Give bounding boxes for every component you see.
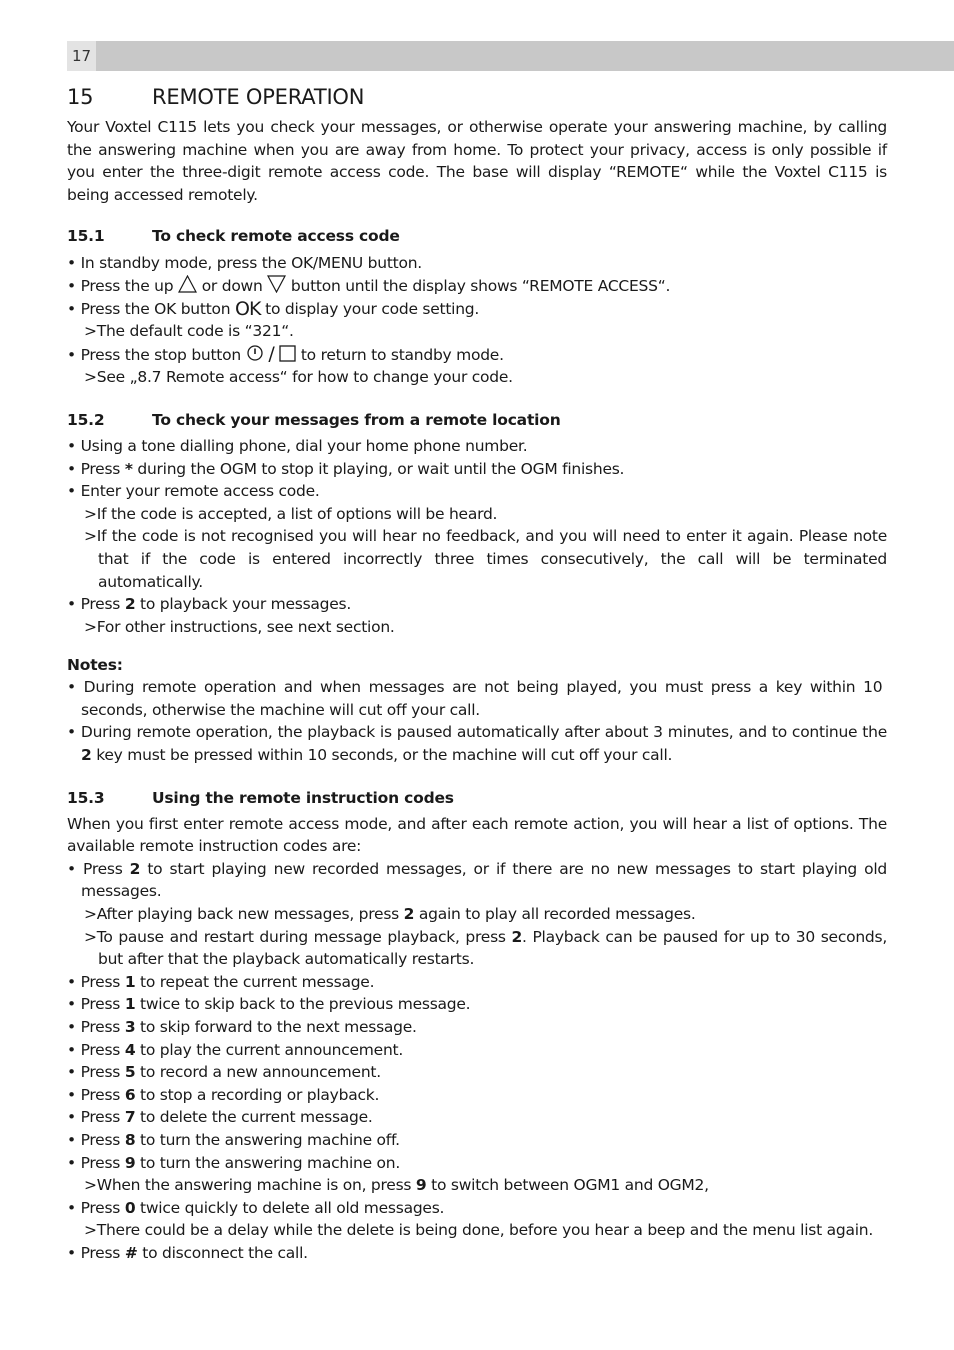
notes-title: Notes: xyxy=(67,656,123,675)
list-item: • Press 9 to turn the answering machine on. xyxy=(67,1153,401,1172)
list-item: • Press 6 to stop a recording or playback. xyxy=(67,1085,380,1104)
chapter-title: 15 REMOTE OPERATION xyxy=(67,85,365,109)
list-item: • Press 1 to repeat the current message. xyxy=(67,972,375,991)
result-item: >For other instructions, see next section. xyxy=(84,617,395,636)
list-item: • In standby mode, press the OK/MENU button. xyxy=(67,254,422,273)
list-item: • Press 2 to start playing new recorded messages, or if there are no new messages to start playing old messages. xyxy=(67,859,887,901)
list-item: • Press 1 twice to skip back to the previous message. xyxy=(67,995,471,1014)
list-item: • Press 7 to delete the current message. xyxy=(67,1108,373,1127)
list-item: • Press 8 to turn the answering machine off. xyxy=(67,1130,400,1149)
code-list xyxy=(67,971,887,1174)
list-item: • Press 4 to play the current announcement. xyxy=(67,1040,404,1059)
result-item: >If the code is accepted, a list of options will be heard. xyxy=(84,504,498,523)
list-item: • Enter your remote access code. xyxy=(67,482,320,501)
result-item: >If the code is not recognised you will hear no feedback, and you will need to enter it again. Please note that if the code is entered incorrectly three times consecutively, the call will be terminated automatically. xyxy=(84,527,887,591)
note-item: • During remote operation, the playback is paused automatically after about 3 minutes, and to continue the 2 key must be pressed within 10 seconds, or the machine will cut off your call. xyxy=(67,723,887,765)
down-triangle-icon xyxy=(267,275,286,293)
section-15-1-title: 15.1 To check remote access code xyxy=(67,227,400,246)
result-item: >There could be a delay while the delete is being done, before you hear a beep and the menu list again. xyxy=(84,1221,874,1240)
result-item: >When the answering machine is on, press 9 to switch between OGM1 and OGM2, xyxy=(84,1176,709,1195)
list-item: • Press 3 to skip forward to the next message. xyxy=(67,1018,417,1036)
result-item: >To pause and restart during message playback, press 2. Playback can be paused for up to 30 seconds, but after that the playback automatically restarts. xyxy=(84,927,887,969)
ok-button-icon: OK xyxy=(235,297,261,320)
list-item: • Press the up or down button until the display shows “REMOTE ACCESS“. xyxy=(67,276,671,295)
list-item: • Press the stop button / to return to standby mode. xyxy=(67,342,504,365)
section-15-3-title: 15.3 Using the remote instruction codes xyxy=(67,788,454,807)
result-item: >See „8.7 Remote access“ for how to change your code. xyxy=(84,368,513,387)
list-item: • Press 2 to playback your messages. xyxy=(67,595,352,614)
up-triangle-icon xyxy=(178,275,197,293)
section-15-2-title: 15.2 To check your messages from a remote location xyxy=(67,410,561,429)
page-content xyxy=(67,84,887,1265)
list-item: • Using a tone dialling phone, dial your home phone number. xyxy=(67,436,528,455)
list-item: • Press * during the OGM to stop it playing, or wait until the OGM finishes. xyxy=(67,459,625,478)
result-item: >The default code is “321“. xyxy=(84,322,294,341)
chapter-intro: Your Voxtel C115 lets you check your messages, or otherwise operate your answering machine, by calling the answering machine when you are away from home. To protect your privacy, access is only possible if you enter the three-digit remote access code. The base will display “REMOTE“ while the Voxtel C115 is being accessed remotely. xyxy=(67,118,887,204)
section-15-3-intro: When you first enter remote access mode, and after each remote action, you will hear a list of options. The available remote instruction codes are: xyxy=(67,814,887,856)
note-item: • During remote operation and when messages are not being played, you must press a key within 10 seconds, otherwise the machine will cut off your call. xyxy=(67,678,887,719)
stop-square-icon xyxy=(279,345,296,362)
list-item: • Press 5 to record a new announcement. xyxy=(67,1063,381,1082)
result-item: >After playing back new messages, press 2 again to play all recorded messages. xyxy=(84,905,696,924)
page-header-bar xyxy=(67,41,954,71)
power-icon xyxy=(246,344,264,362)
list-item: • Press # to disconnect the call. xyxy=(67,1243,308,1262)
list-item: • Press the OK button OK to display your code setting. xyxy=(67,297,480,320)
list-item: • Press 0 twice quickly to delete all old messages. xyxy=(67,1198,445,1217)
page-number: 17 xyxy=(67,41,96,71)
